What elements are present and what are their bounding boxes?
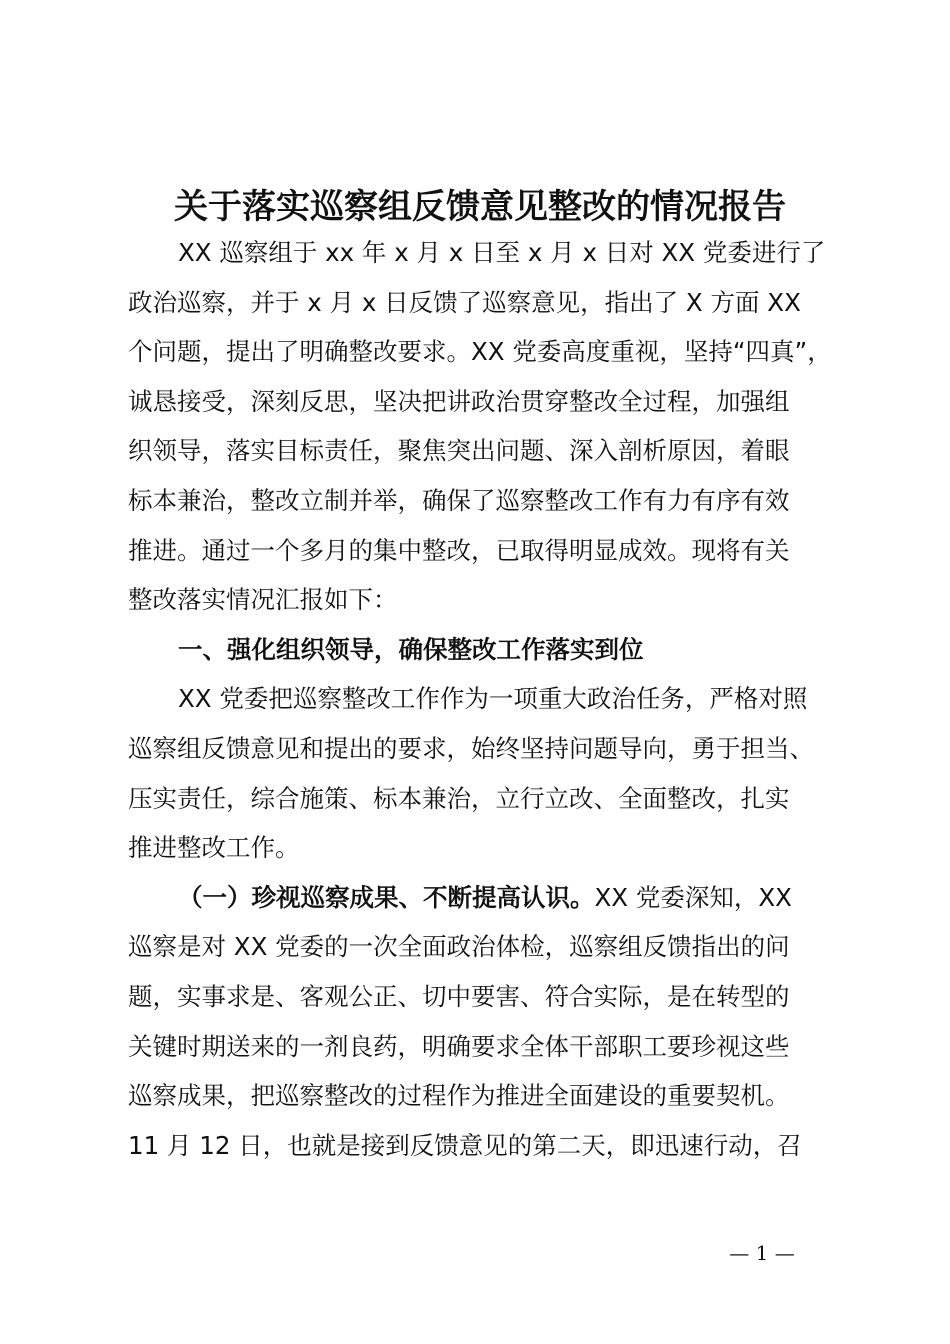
paragraph-line: XX 党委把巡察整改工作作为一项重大政治任务，严格对照 bbox=[178, 684, 808, 714]
paragraph-line: XX 巡察组于 xx 年 x 月 x 日至 x 月 x 日对 XX 党委进行了 bbox=[178, 238, 826, 267]
paragraph-line bbox=[128, 873, 838, 923]
paragraph-line: 整改落实情况汇报如下： bbox=[128, 585, 398, 615]
paragraph-line: 推进。通过一个多月的集中整改，已取得明显成效。现将有关 bbox=[128, 535, 790, 565]
paragraph-line: 巡察是对 XX 党委的一次全面政治体检，巡察组反馈指出的问 bbox=[128, 932, 790, 962]
document-body bbox=[128, 228, 838, 1170]
paragraph-line: 巡察组反馈意见和提出的要求，始终坚持问题导向，勇于担当、 bbox=[128, 733, 814, 763]
paragraph-line: 巡察成果，把巡察整改的过程作为推进全面建设的重要契机。 bbox=[128, 1081, 790, 1111]
paragraph-line: 标本兼治，整改立制并举，确保了巡察整改工作有力有序有效 bbox=[128, 485, 790, 515]
paragraph-line: 关键时期送来的一剂良药，明确要求全体干部职工要珍视这些 bbox=[128, 1031, 790, 1061]
section-heading: 一、强化组织领导，确保整改工作落实到位 bbox=[178, 634, 644, 664]
paragraph-line: 诚恳接受，深刻反思，坚决把讲政治贯穿整改全过程，加强组 bbox=[128, 386, 790, 416]
paragraph-line: 个问题，提出了明确整改要求。XX 党委高度重视，坚持“四真”， bbox=[128, 337, 832, 367]
subsection-heading: （一）珍视巡察成果、不断提高认识。 bbox=[178, 882, 595, 912]
paragraph-line: 压实责任，综合施策、标本兼治，立行立改、全面整改，扎实 bbox=[128, 783, 790, 813]
page-number: — 1 — bbox=[729, 1241, 795, 1265]
paragraph-line: 题，实事求是、客观公正、切中要害、符合实际，是在转型的 bbox=[128, 981, 790, 1011]
paragraph-line: 11 月 12 日，也就是接到反馈意见的第二天，即迅速行动，召 bbox=[128, 1130, 802, 1160]
paragraph-line: 推进整改工作。 bbox=[128, 833, 300, 863]
paragraph-text: XX 党委深知，XX bbox=[594, 882, 792, 912]
paragraph-line: 政治巡察，并于 x 月 x 日反馈了巡察意见，指出了 X 方面 XX bbox=[128, 287, 801, 317]
document-title: 关于落实巡察组反馈意见整改的情况报告 bbox=[174, 187, 786, 227]
paragraph-line: 织领导，落实目标责任，聚焦突出问题、深入剖析原因，着眼 bbox=[128, 436, 790, 466]
